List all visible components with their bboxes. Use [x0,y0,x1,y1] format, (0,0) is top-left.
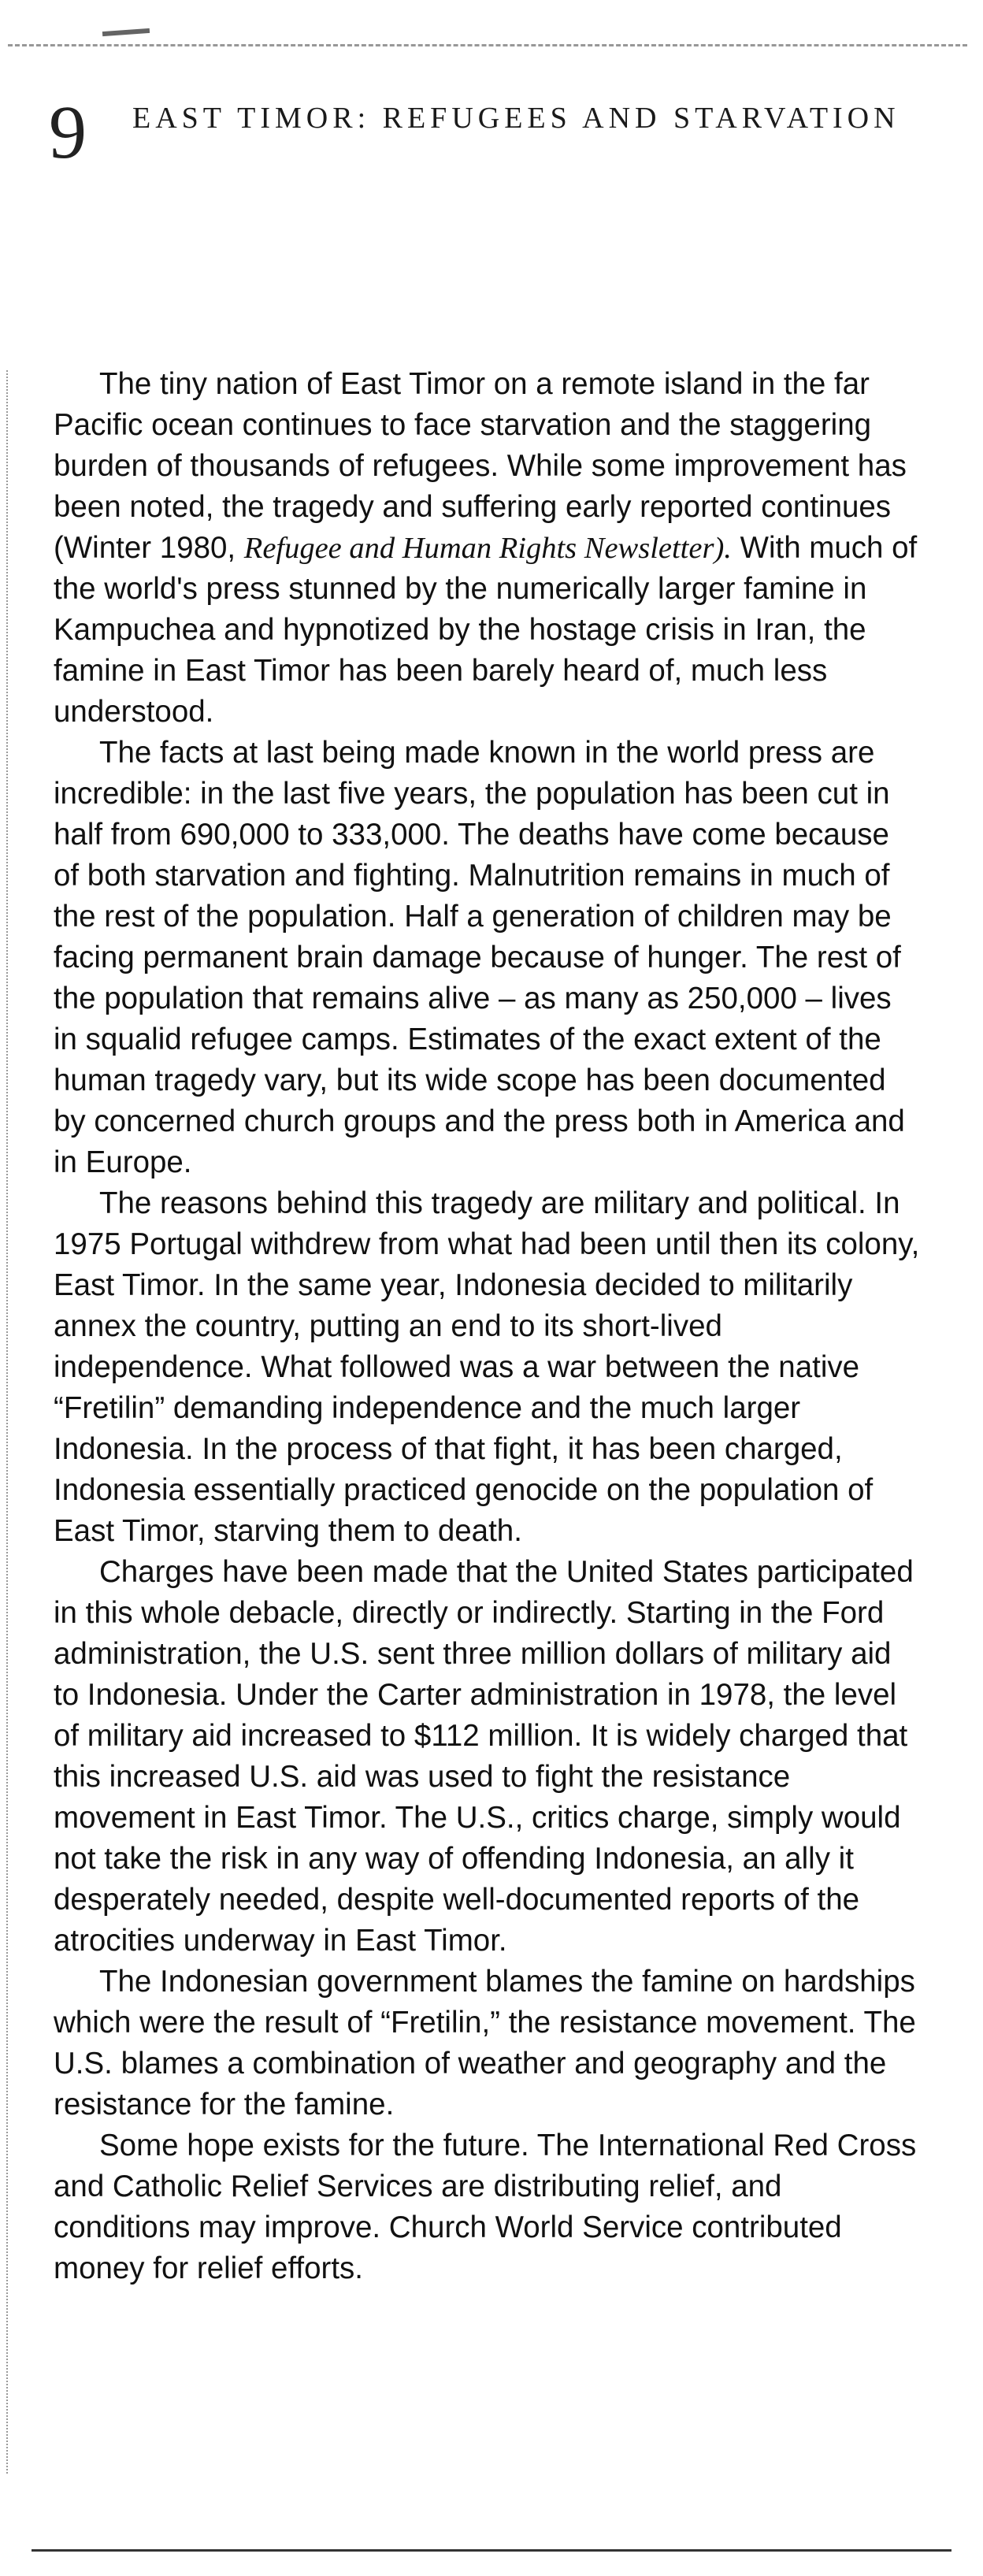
paragraph-1-text-b: With much of the world's press stunned by the numerically larger famine in Kampuchea and hypnotized by the hostage crisis in Iran, the famine in East Timor has been barely heard of, much less understood. [54,531,918,729]
paragraph-1 [54,364,920,733]
paragraph-5: The Indonesian government blames the famine on hardships which were the result of “Fretilin,” the resistance movement. The U.S. blames a combination of weather and geography and the resistance for the famine. [54,1965,916,2121]
top-dashed-rule [8,44,967,46]
left-margin-rule [6,370,8,2474]
article-body [54,364,920,2289]
paragraph-4: Charges have been made that the United States participated in this whole debacle, directly or indirectly. Starting in the Ford administration, the U.S. sent three million dollars of military aid to Indonesia. Under the Carter administration in 1978, the level of military aid increased to $112 million. It is widely charged that this increased U.S. aid was used to fight the resistance movement in East Timor. The U.S., critics charge, simply would not take the risk in any way of offending Indonesia, an ally it desperately needed, despite well-documented reports of the atrocities underway in East Timor. [54,1555,914,1958]
paragraph-3: The reasons behind this tragedy are military and political. In 1975 Portugal withdrew from what had been until then its colony, East Timor. In the same year, Indonesia decided to militarily annex the country, putting an end to its short-lived independence. What followed was a war between the native “Fretilin” demanding independence and the much larger Indonesia. In the process of that fight, it has been charged, Indonesia essentially practiced genocide on the population of East Timor, starving them to death. [54,1186,920,1548]
article-heading: EAST TIMOR: REFUGEES AND STARVATION [132,102,900,135]
top-ink-mark [102,28,150,36]
section-number: 9 [49,90,87,174]
newsletter-citation: Refugee and Human Rights Newsletter). [243,532,732,565]
bottom-rule [32,2549,951,2552]
paragraph-6: Some hope exists for the future. The International Red Cross and Catholic Relief Services are distributing relief, and conditions may improve. Church World Service contributed money for relief efforts. [54,2129,917,2285]
paragraph-2: The facts at last being made known in the world press are incredible: in the last five years, the population has been cut in half from 690,000 to 333,000. The deaths have come because of both starvation and fighting. Malnutrition remains in much of the rest of the population. Half a generation of children may be facing permanent brain damage because of hunger. The rest of the population that remains alive – as many as 250,000 – lives in squalid refugee camps. Estimates of the exact extent of the human tragedy vary, but its wide scope has been documented by concerned church groups and the press both in America and in Europe. [54,736,905,1179]
paragraph-1-text-a: The tiny nation of East Timor on a remote island in the far Pacific ocean continues to face starvation and the staggering burden of thousands of refugees. While some improvement has been noted, the tragedy and suffering early reported continues (Winter 1980, [54,367,907,565]
